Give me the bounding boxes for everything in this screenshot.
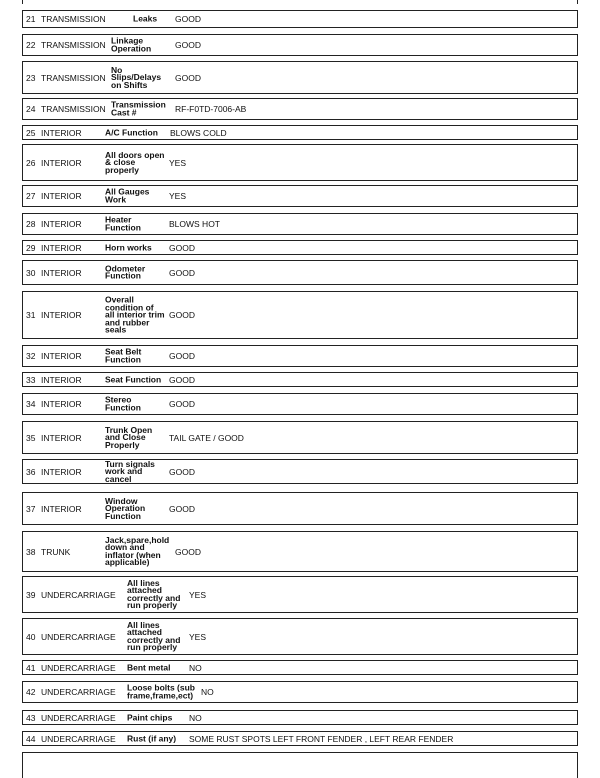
row-number: 22 bbox=[26, 40, 36, 50]
table-row bbox=[22, 393, 578, 415]
table-row bbox=[22, 618, 578, 655]
row-value: GOOD bbox=[169, 466, 195, 477]
row-value: BLOWS COLD bbox=[170, 127, 227, 138]
row-item: Transmission Cast # bbox=[111, 99, 166, 117]
row-value: YES bbox=[169, 157, 187, 168]
row-value: NO bbox=[189, 662, 202, 673]
row-value: NO bbox=[201, 687, 214, 697]
table-top-edge bbox=[22, 0, 578, 4]
table-row bbox=[22, 185, 578, 207]
row-item: Window Operation Function bbox=[105, 495, 146, 521]
table-row bbox=[22, 681, 578, 703]
row-number: 34 bbox=[26, 399, 36, 409]
table-row bbox=[22, 531, 578, 572]
row-value: YES bbox=[169, 191, 187, 201]
table-row bbox=[22, 492, 578, 525]
row-category: INTERIOR bbox=[41, 351, 82, 361]
row-item: Rust (if any) bbox=[127, 732, 177, 743]
row-number: 28 bbox=[26, 219, 36, 229]
row-item: All doors open & close properly bbox=[105, 149, 165, 175]
table-row bbox=[22, 731, 578, 746]
row-number: 33 bbox=[26, 374, 36, 385]
row-category: INTERIOR bbox=[41, 267, 82, 278]
row-item: Heater Function bbox=[105, 214, 141, 232]
row-item: Bent metal bbox=[127, 661, 171, 672]
row-number: 29 bbox=[26, 242, 36, 253]
row-category: TRANSMISSION bbox=[41, 72, 106, 83]
table-row bbox=[22, 61, 578, 94]
table-row bbox=[22, 125, 578, 140]
table-row bbox=[22, 660, 578, 675]
row-item: Paint chips bbox=[127, 711, 173, 722]
row-item: Horn works bbox=[105, 241, 152, 252]
table-row bbox=[22, 459, 578, 484]
row-item: No Slips/Delays on Shifts bbox=[111, 64, 162, 90]
row-value: GOOD bbox=[175, 40, 201, 50]
row-number: 36 bbox=[26, 466, 36, 477]
row-category: INTERIOR bbox=[41, 127, 82, 138]
row-category: UNDERCARRIAGE bbox=[41, 631, 116, 642]
table-row bbox=[22, 240, 578, 255]
row-number: 24 bbox=[26, 104, 36, 114]
row-number: 26 bbox=[26, 157, 36, 168]
row-value: GOOD bbox=[169, 374, 195, 385]
row-category: TRUNK bbox=[41, 546, 71, 557]
row-item: Trunk Open and Close Properly bbox=[105, 424, 153, 450]
table-row bbox=[22, 576, 578, 613]
row-item: Leaks bbox=[133, 13, 158, 24]
row-category: TRANSMISSION bbox=[41, 104, 106, 114]
row-item: Overall condition of all interior trim and rubber seals bbox=[105, 294, 165, 335]
row-category: INTERIOR bbox=[41, 157, 82, 168]
row-category: INTERIOR bbox=[41, 503, 82, 514]
row-item: All lines attached correctly and run properly bbox=[127, 619, 181, 652]
row-category: INTERIOR bbox=[41, 466, 82, 477]
row-number: 23 bbox=[26, 72, 36, 83]
row-value: GOOD bbox=[169, 503, 195, 514]
row-item: Stereo Function bbox=[105, 394, 141, 412]
table-row bbox=[22, 421, 578, 454]
row-number: 40 bbox=[26, 631, 36, 642]
row-value: YES bbox=[189, 589, 207, 600]
row-value: BLOWS HOT bbox=[169, 219, 221, 229]
row-item: Seat Belt Function bbox=[105, 346, 142, 364]
row-category: INTERIOR bbox=[41, 242, 82, 253]
table-row bbox=[22, 345, 578, 367]
row-number: 38 bbox=[26, 546, 36, 557]
row-value: TAIL GATE / GOOD bbox=[169, 432, 244, 443]
row-category: INTERIOR bbox=[41, 191, 82, 201]
row-value: GOOD bbox=[169, 267, 195, 278]
row-value: SOME RUST SPOTS LEFT FRONT FENDER , LEFT REAR FENDER bbox=[189, 733, 454, 744]
row-value: GOOD bbox=[175, 72, 201, 83]
row-value: YES bbox=[189, 631, 207, 642]
row-item: Loose bolts (sub frame,frame,ect) bbox=[127, 682, 195, 700]
row-value: GOOD bbox=[169, 351, 195, 361]
row-number: 44 bbox=[26, 733, 36, 744]
table-continuation-edge bbox=[22, 752, 578, 778]
row-category: UNDERCARRIAGE bbox=[41, 687, 116, 697]
row-value: RF-F0TD-7006-AB bbox=[175, 104, 247, 114]
row-value: GOOD bbox=[175, 546, 201, 557]
row-item: All lines attached correctly and run properly bbox=[127, 577, 181, 610]
row-number: 31 bbox=[26, 310, 36, 320]
table-row bbox=[22, 213, 578, 235]
row-category: UNDERCARRIAGE bbox=[41, 662, 116, 673]
row-value: GOOD bbox=[169, 310, 195, 320]
row-item: Jack,spare,hold down and inflator (when applicable) bbox=[105, 534, 170, 567]
row-category: INTERIOR bbox=[41, 399, 82, 409]
row-category: TRANSMISSION bbox=[41, 14, 106, 24]
row-number: 42 bbox=[26, 687, 36, 697]
row-value: GOOD bbox=[175, 14, 201, 24]
row-number: 25 bbox=[26, 127, 36, 138]
row-category: INTERIOR bbox=[41, 219, 82, 229]
row-category: INTERIOR bbox=[41, 310, 82, 320]
table-row bbox=[22, 710, 578, 725]
row-value: GOOD bbox=[169, 242, 195, 253]
table-row bbox=[22, 144, 578, 181]
row-number: 39 bbox=[26, 589, 36, 600]
row-number: 41 bbox=[26, 662, 36, 673]
row-item: A/C Function bbox=[105, 126, 158, 137]
row-item: All Gauges Work bbox=[105, 186, 150, 204]
table-row bbox=[22, 260, 578, 285]
row-item: Linkage Operation bbox=[111, 35, 152, 53]
row-number: 35 bbox=[26, 432, 36, 443]
row-category: UNDERCARRIAGE bbox=[41, 589, 116, 600]
table-row bbox=[22, 34, 578, 56]
row-number: 30 bbox=[26, 267, 36, 278]
table-row bbox=[22, 291, 578, 339]
table-row bbox=[22, 10, 578, 28]
row-item: Turn signals work and cancel bbox=[105, 458, 155, 484]
row-number: 27 bbox=[26, 191, 36, 201]
row-item: Odometer Function bbox=[105, 263, 146, 281]
table-row bbox=[22, 98, 578, 120]
row-category: INTERIOR bbox=[41, 374, 82, 385]
row-number: 43 bbox=[26, 712, 36, 723]
row-number: 32 bbox=[26, 351, 36, 361]
row-item: Seat Function bbox=[105, 373, 162, 384]
row-category: UNDERCARRIAGE bbox=[41, 733, 116, 744]
row-value: NO bbox=[189, 712, 202, 723]
row-category: INTERIOR bbox=[41, 432, 82, 443]
row-number: 37 bbox=[26, 503, 36, 514]
row-category: UNDERCARRIAGE bbox=[41, 712, 116, 723]
row-number: 21 bbox=[26, 14, 36, 24]
table-row bbox=[22, 372, 578, 387]
row-category: TRANSMISSION bbox=[41, 40, 106, 50]
row-value: GOOD bbox=[169, 399, 195, 409]
